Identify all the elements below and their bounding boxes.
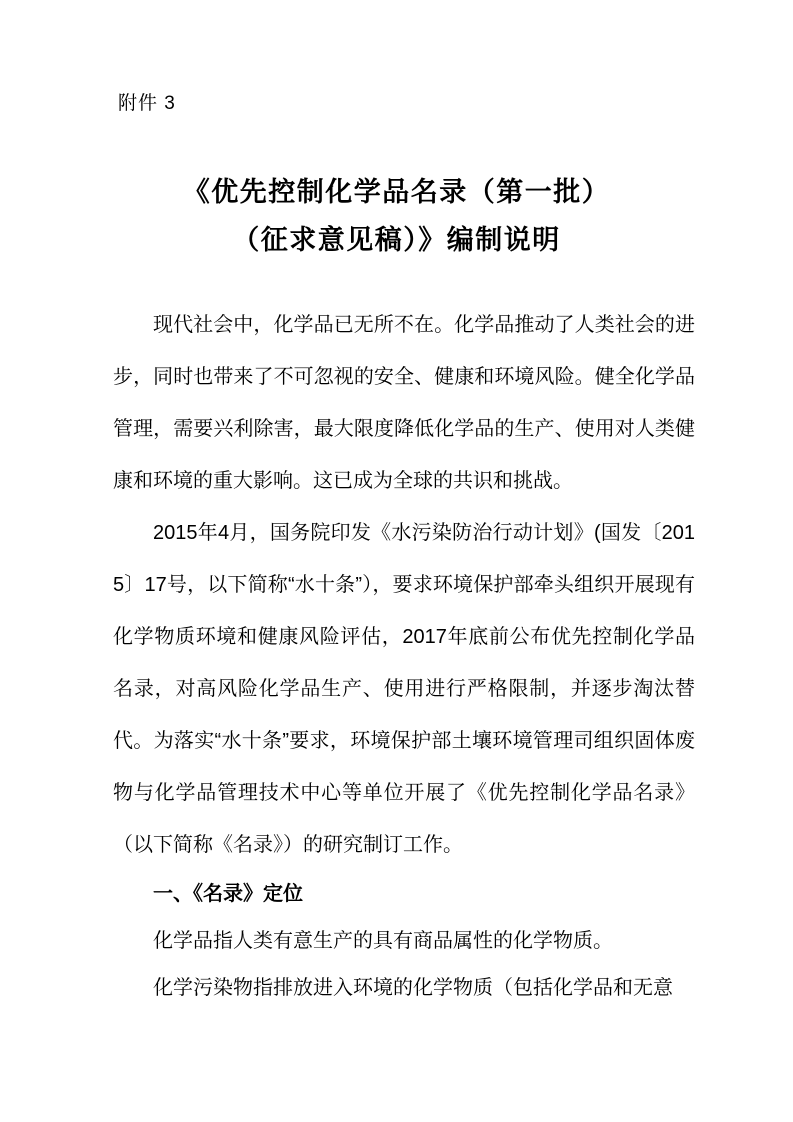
document-title-line1: 《优先控制化学品名录（第一批）	[182, 177, 611, 207]
document-body	[113, 299, 695, 1012]
document-title-line2: （征求意见稿）》编制说明	[232, 225, 561, 255]
attachment-label: 附件 3	[118, 93, 176, 114]
paragraph-intro: 现代社会中，化学品已无所不在。化学品推动了人类社会的进步，同时也带来了不可忽视的安全、健康和环境风险。健全化学品管理，需要兴利除害，最大限度降低化学品的生产、使用对人类健康和环境的重大影响。这已成为全球的共识和挑战。	[113, 314, 695, 492]
paragraph-chemical-definition: 化学品指人类有意生产的具有商品属性的化学物质。	[153, 930, 613, 952]
section-heading-1: 一、《名录》定位	[153, 883, 303, 905]
document-title	[0, 168, 793, 264]
paragraph-policy-background: 2015年4月，国务院印发《水污染防治行动计划》(国发〔2015〕17号，以下简称“水十条”），要求环境保护部牵头组织开展现有化学物质环境和健康风险评估，2017年底前公布优先控制化学品名录，对高风险化学品生产、使用进行严格限制，并逐步淘汰替代。为落实“水十条”要求，环境保护部土壤环境管理司组织固体废物与化学品管理技术中心等单位开展了《优先控制化学品名录》（以下简称《名录》）的研究制订工作。	[113, 522, 695, 856]
paragraph-pollutant-definition: 化学污染物指排放进入环境的化学物质（包括化学品和无意	[153, 977, 673, 999]
